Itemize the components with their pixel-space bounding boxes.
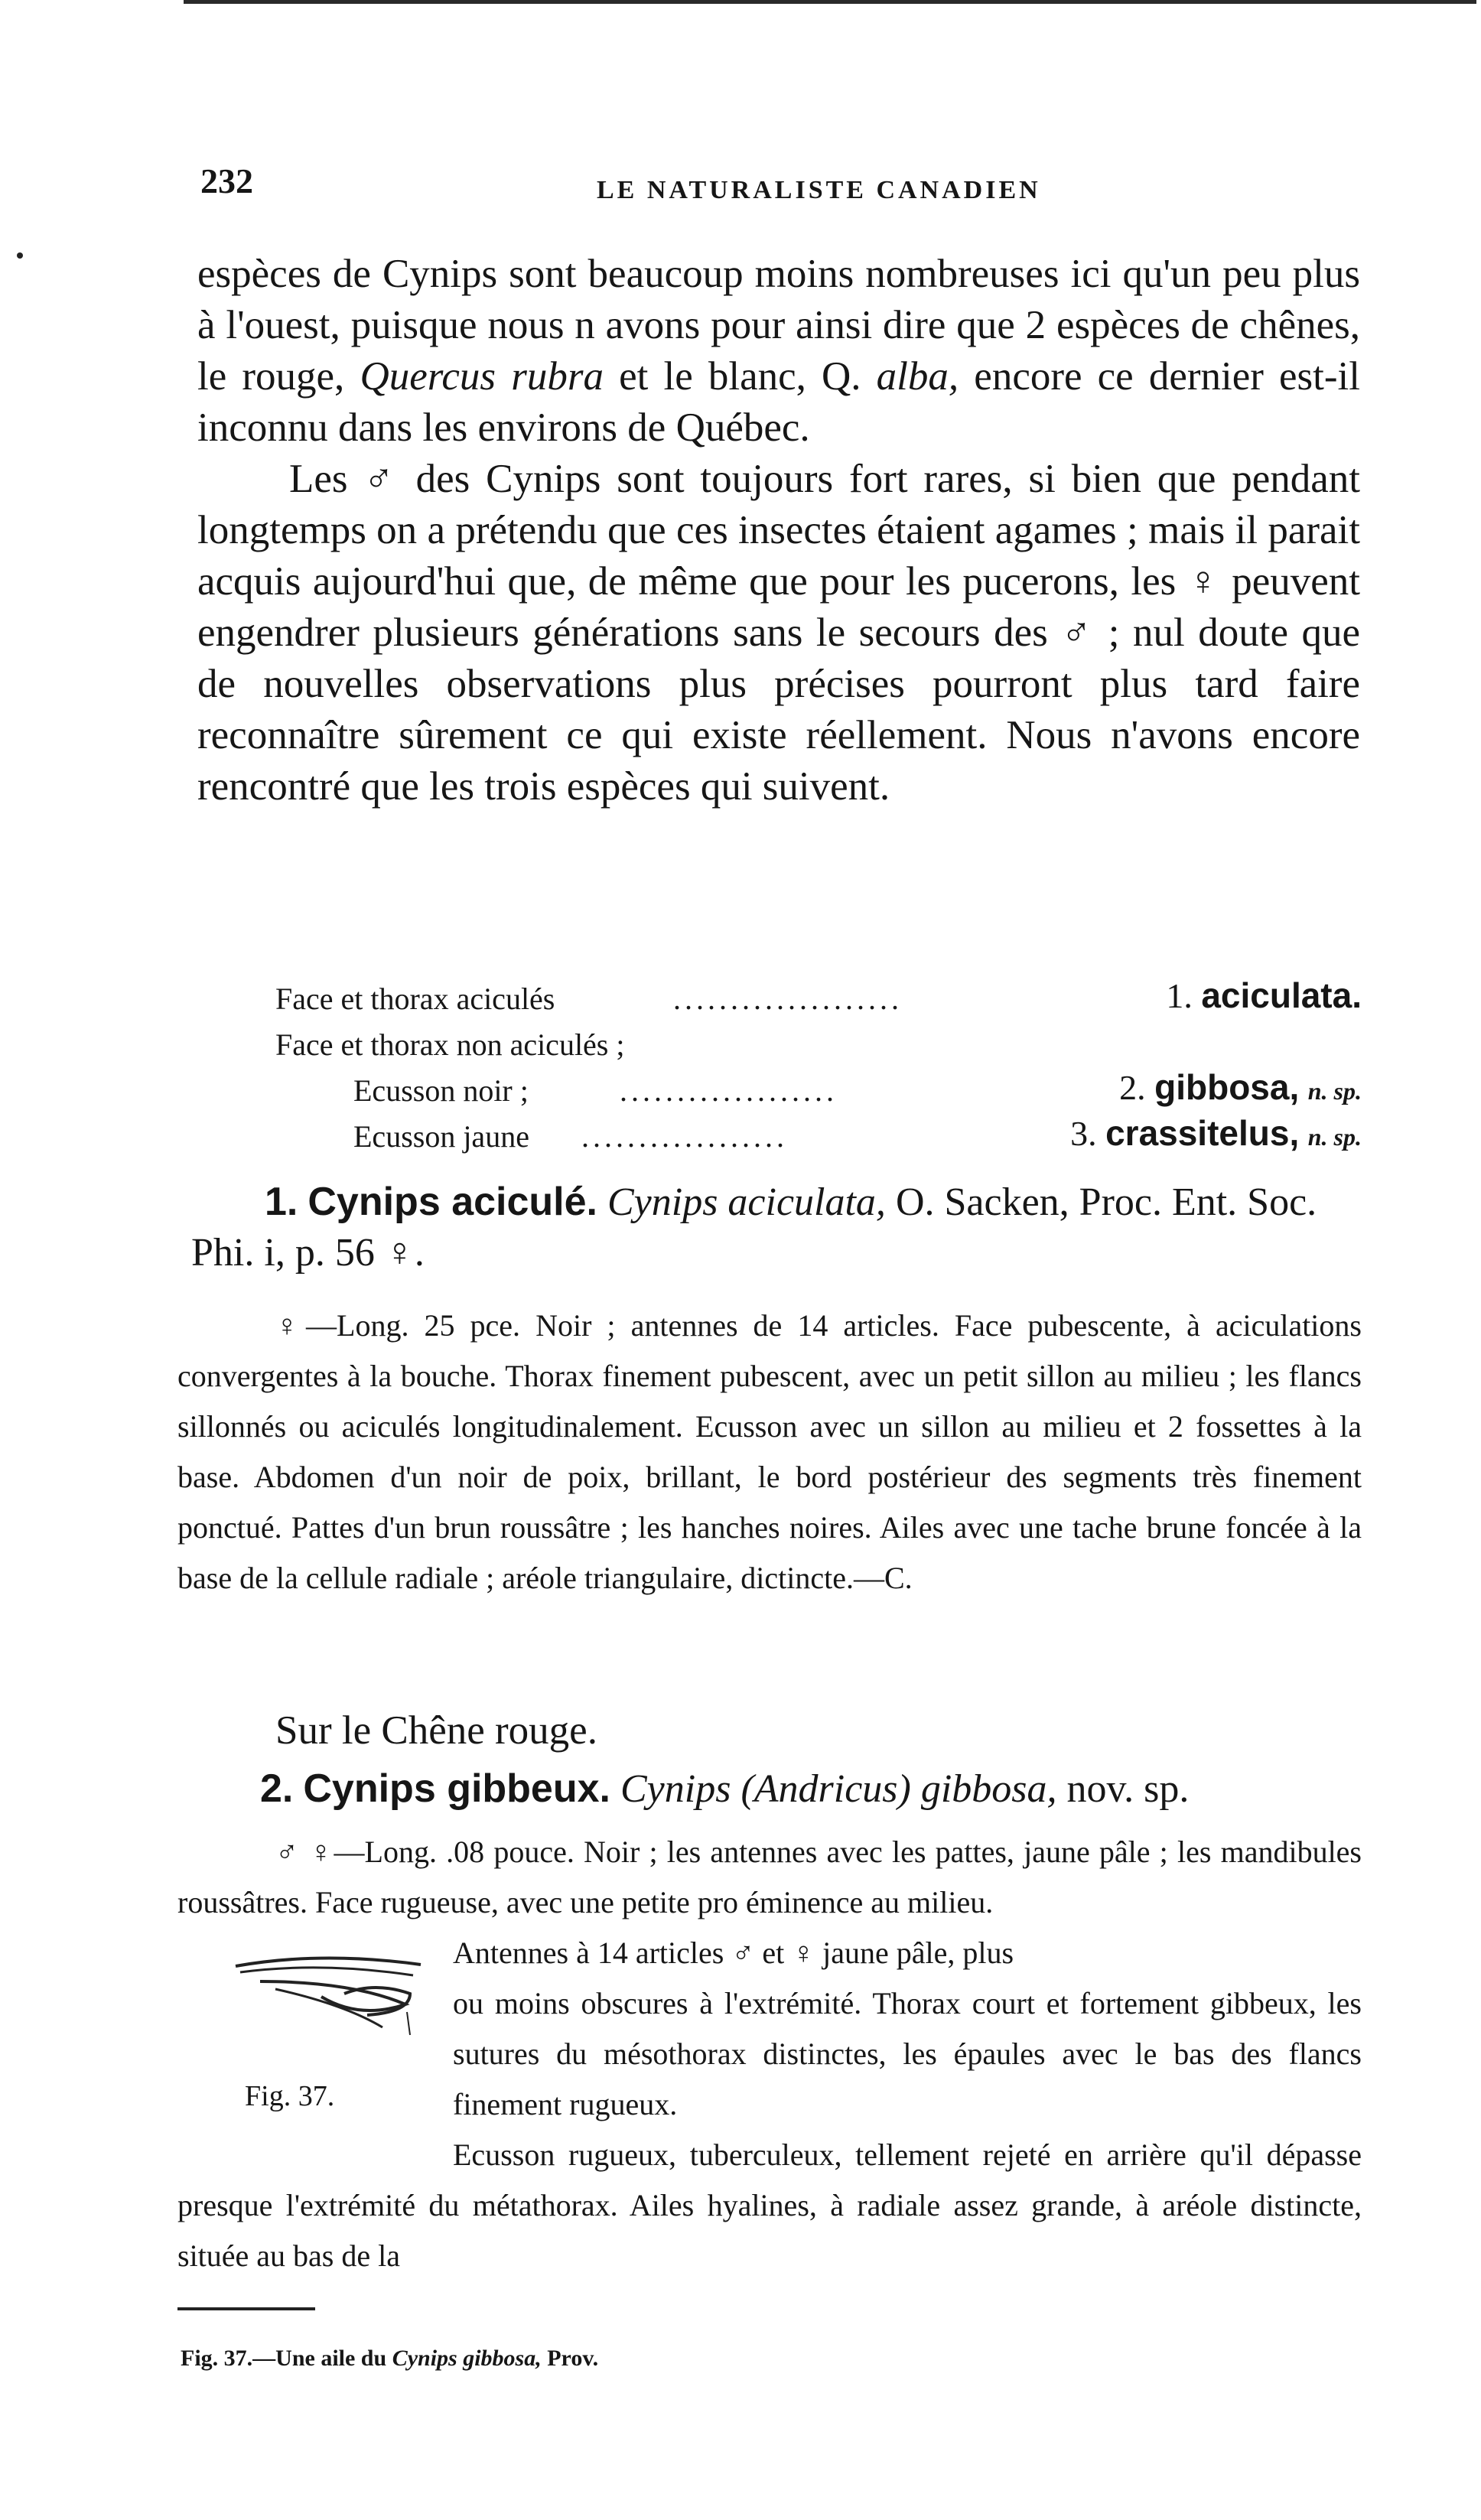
species-2-desc-line1: ♂ ♀—Long. .08 pouce. Noir ; les antennes avec les pattes, jaune pâle ; les mandibules roussâtres. Face rugueuse, avec une petite pro éminence au milieu. bbox=[177, 1835, 1362, 1919]
page-number: 232 bbox=[200, 161, 253, 200]
species-1-latin-name: Cynips aciculata, bbox=[607, 1180, 886, 1224]
key-row-4-abbr: n. sp. bbox=[1307, 1123, 1362, 1151]
species-1-description: ♀—Long. 25 pce. Noir ; antennes de 14 articles. Face pubescente, à aciculations convergentes à la bouche. Thorax finement pubescent, avec un petit sillon au milieu ; les flancs sillonnés ou aciculés longitudinalement. Ecusson avec un sillon au milieu et 2 fossettes à la base. Abdomen d'un noir de poix, brillant, le bord postérieur des segments très finement ponctué. Pattes d'un brun roussâtre ; les hanches noires. Ailes avec une tache brune foncée à la base de la cellule radiale ; aréole triangulaire, dictincte.—C. bbox=[177, 1308, 1362, 1595]
key-row-2 bbox=[275, 1016, 1362, 1062]
species-1-heading bbox=[191, 1177, 1360, 1278]
key-row-3-name: gibbosa, bbox=[1154, 1067, 1300, 1107]
key-row-4-name: crassitelus, bbox=[1105, 1113, 1300, 1153]
page-header bbox=[200, 153, 1348, 214]
footnote-rule bbox=[177, 2307, 315, 2310]
key-row-1-number: 1. bbox=[1166, 976, 1193, 1015]
intro-p1-part-a: espèces de Cynips sont beaucoup moins nombreuses ici qu'un peu plus à l'ouest, puisque nous n avons pour ainsi dire que 2 espèces de chênes, le rouge, bbox=[197, 252, 1360, 399]
key-row-3-abbr: n. sp. bbox=[1307, 1077, 1362, 1105]
key-row-2-label: Face et thorax non aciculés ; bbox=[275, 1027, 625, 1062]
key-row-1-result bbox=[1166, 975, 1362, 1016]
footnote-species: Cynips gibbosa, bbox=[392, 2346, 542, 2371]
key-row-3-number: 2. bbox=[1119, 1068, 1146, 1107]
intro-paragraph-2: Les ♂ des Cynips sont toujours fort rares, si bien que pendant longtemps on a prétendu que ces insectes étaient agames ; mais il parait acquis aujourd'hui que, de même que pour les pucerons, les ♀ peuvent engendrer plusieurs générations sans le secours des ♂ ; nul doute que de nouvelles observations plus précises pourront plus tard faire reconnaître sûrement ce qui existe réellement. Nous n'avons encore rencontré que les trois espèces qui suivent. bbox=[197, 457, 1360, 809]
species-2-description-beside-figure bbox=[453, 1928, 1362, 2130]
key-row-3-result bbox=[1119, 1066, 1362, 1108]
species-2-number: 2. bbox=[260, 1766, 294, 1811]
intro-paragraph-1 bbox=[197, 249, 1360, 454]
intro-text bbox=[197, 249, 1360, 812]
margin-speck bbox=[17, 252, 23, 259]
species-1-common-name: Cynips aciculé. bbox=[308, 1180, 597, 1224]
intro-p1-part-b: et le blanc, Q. bbox=[603, 354, 877, 399]
key-row-4-label: Ecusson jaune bbox=[353, 1119, 529, 1154]
figure-label: Fig. 37. bbox=[245, 2080, 335, 2112]
key-row-4 bbox=[275, 1108, 1362, 1154]
species-1-title bbox=[191, 1177, 1360, 1278]
species-2-genus: Cynips bbox=[620, 1767, 731, 1811]
footnote-suffix: Prov. bbox=[541, 2346, 599, 2371]
footnote-prefix: Fig. 37.—Une aile du bbox=[181, 2346, 392, 2371]
species-2-status: nov. sp. bbox=[1056, 1767, 1190, 1811]
intro-p1-part-c: encore ce dernier est-il inconnu dans les environs de Québec. bbox=[197, 354, 1361, 450]
key-row-3-label: Ecusson noir ; bbox=[353, 1073, 529, 1108]
wing-illustration bbox=[229, 1936, 428, 2050]
key-row-1-name: aciculata. bbox=[1201, 975, 1362, 1015]
dot-leader: .................. bbox=[581, 1119, 788, 1154]
alba-term: alba, bbox=[876, 354, 959, 399]
key-row-3 bbox=[275, 1062, 1362, 1108]
species-1-number: 1. bbox=[265, 1180, 298, 1224]
species-2-epithet: gibbosa, bbox=[920, 1767, 1057, 1811]
running-title: LE NATURALISTE CANADIEN bbox=[597, 176, 1041, 204]
species-2-desc-beside: ou moins obscures à l'extrémité. Thorax court et fortement gibbeux, les sutures du mésothorax distinctes, les épaules avec le bas des flancs finement rugueux. bbox=[453, 1986, 1362, 2121]
species-2-heading bbox=[260, 1766, 1365, 1812]
species-2-desc-line2: Antennes à 14 articles ♂ et ♀ jaune pâle, plus bbox=[453, 1936, 1014, 1970]
wing-icon bbox=[229, 1936, 428, 2050]
species-2-common-name: Cynips gibbeux. bbox=[303, 1766, 610, 1811]
species-1-reference: O. Sacken, Proc. Ent. Soc. Phi. i, p. 56 ♀. bbox=[191, 1180, 1317, 1275]
dot-leader: ................... bbox=[620, 1073, 838, 1108]
key-row-4-result bbox=[1070, 1112, 1362, 1154]
species-key bbox=[275, 970, 1362, 1154]
dot-leader: .................... bbox=[673, 982, 903, 1016]
key-row-1 bbox=[275, 970, 1362, 1016]
species-2-description-top bbox=[177, 1827, 1362, 1928]
quercus-rubra-term: Quercus rubra bbox=[360, 354, 604, 399]
key-row-4-number: 3. bbox=[1070, 1114, 1097, 1153]
species-2-subgenus: (Andricus) bbox=[740, 1767, 911, 1811]
species-2-desc-rest: Ecusson rugueux, tuberculeux, tellement rejeté en arrière qu'il dépasse presque l'extrémité du métathorax. Ailes hyalines, à radiale assez grande, à aréole distincte, située au bas de la bbox=[177, 2137, 1362, 2273]
footnote bbox=[181, 2346, 598, 2372]
host-plant-note: Sur le Chêne rouge. bbox=[275, 1708, 597, 1753]
top-border-line bbox=[184, 0, 1476, 4]
key-row-1-label: Face et thorax aciculés bbox=[275, 982, 555, 1016]
species-2-description-rest bbox=[177, 2130, 1362, 2281]
